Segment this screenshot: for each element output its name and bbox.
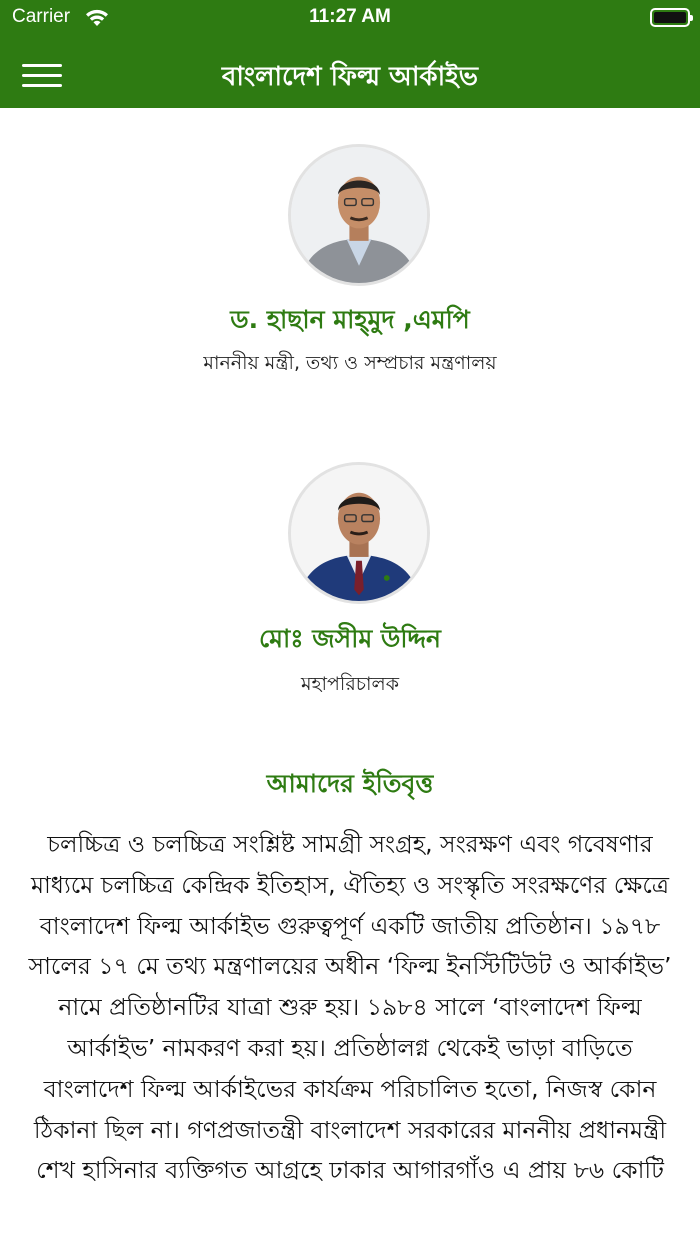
history-heading: আমাদের ইতিবৃত্ত — [266, 769, 434, 798]
minister-avatar — [288, 144, 430, 286]
director-general-avatar — [288, 462, 430, 604]
battery-icon — [650, 8, 690, 27]
carrier-label: Carrier — [12, 6, 71, 27]
history-paragraph: চলচ্চিত্র ও চলচ্চিত্র সংশ্লিষ্ট সামগ্রী সংগ্রহ, সংরক্ষণ এবং গবেষণার মাধ্যমে চলচ্চিত্র কেন্দ্রিক ইতিহাস, ঐতিহ্য ও সংস্কৃতি সংরক্ষণের ক্ষেত্রে বাংলাদেশ ফিল্ম আর্কাইভ গুরুত্বপূর্ণ একটি জাতীয় প্রতিষ্ঠান। ১৯৭৮ সালের ১৭ মে তথ্য মন্ত্রণালয়ের অধীন ‘ফিল্ম ইনস্টিটিউট ও আর্কাইভ’ নামে প্রতিষ্ঠানটির যাত্রা শুরু হয়। ১৯৮৪ সালে ‘বাংলাদেশ ফিল্ম আর্কাইভ’ নামকরণ করা হয়। প্রতিষ্ঠালগ্ন থেকেই ভাড়া বাড়িতে বাংলাদেশ ফিল্ম আর্কাইভের কার্যক্রম পরিচালিত হতো, নিজস্ব কোন ঠিকানা ছিল না। গণপ্রজাতন্ত্রী বাংলাদেশ সরকারের মাননীয় প্রধানমন্ত্রী শেখ হাসিনার ব্যক্তিগত আগ্রহে ঢাকার আগারগাঁও এ প্রায় ৮৬ কোটি — [28, 830, 672, 1185]
director-general-name: মোঃ জসীম উদ্দিন — [259, 624, 441, 653]
status-bar — [0, 0, 700, 36]
page-title: বাংলাদেশ ফিল্ম আর্কাইভ — [221, 62, 479, 92]
minister-role: মাননীয় মন্ত্রী, তথ্য ও সম্প্রচার মন্ত্রণালয় — [203, 352, 497, 374]
clock: 11:27 AM — [309, 6, 391, 27]
director-general-role: মহাপরিচালক — [300, 673, 400, 695]
minister-name: ড. হাছান মাহ্‌মুদ ,এমপি — [230, 305, 470, 334]
navigation-bar — [0, 36, 700, 108]
